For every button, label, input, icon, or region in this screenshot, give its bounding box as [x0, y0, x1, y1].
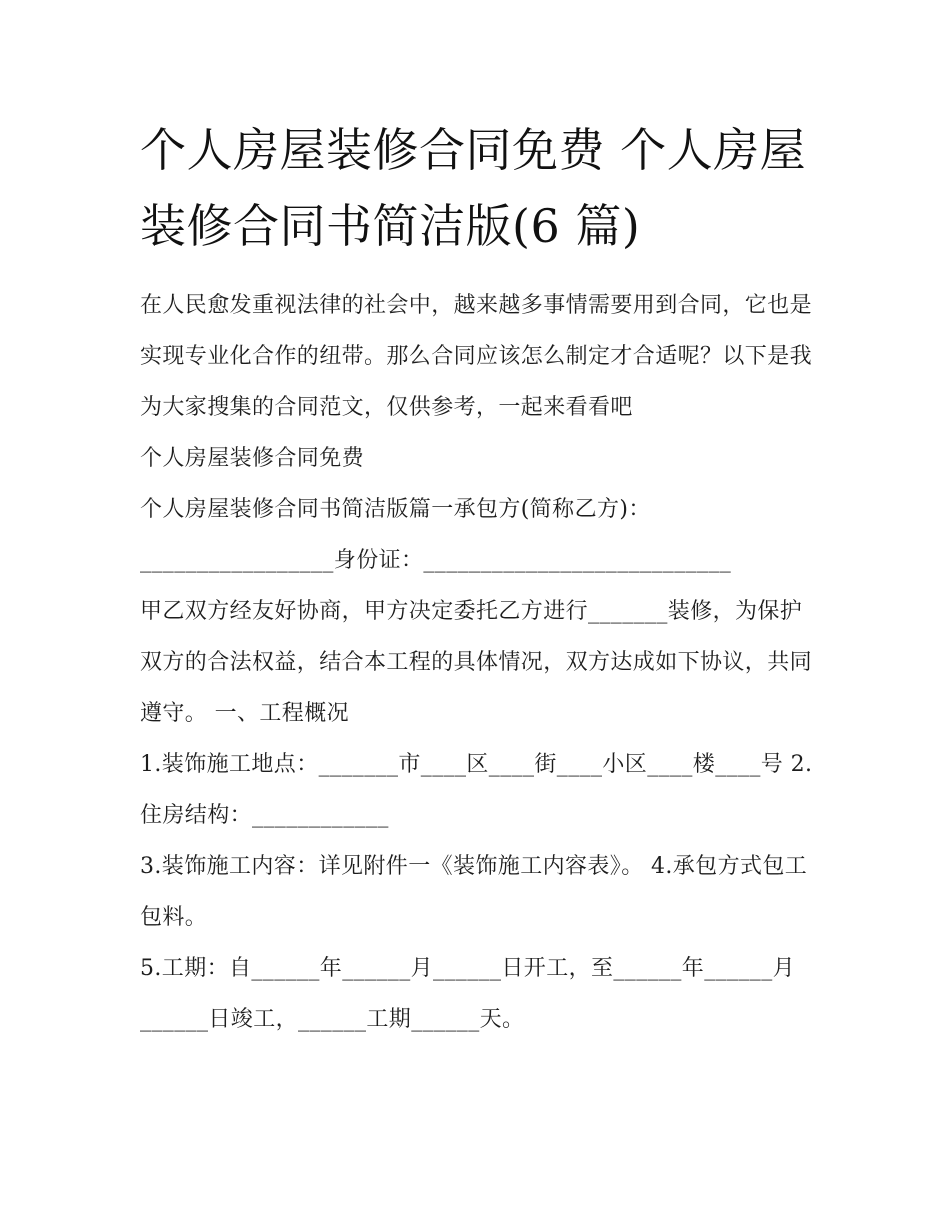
schedule-paragraph: 5.工期：自______年______月______日开工，至______年______月______日竣工，______工期______天。 — [140, 956, 795, 1032]
site-address-paragraph: 1.装饰施工地点：_______市____区____街____小区____楼____号 2.住房结构：____________ — [140, 752, 813, 828]
document-title: 个人房屋装修合同免费 个人房屋装修合同书简洁版(6 篇) — [140, 123, 807, 253]
section-heading: 个人房屋装修合同免费 — [140, 446, 365, 471]
agreement-paragraph: 甲乙双方经友好协商，甲方决定委托乙方进行_______装修，为保护双方的合法权益，结合本工程的具体情况，双方达成如下协议，共同遵守。 一、工程概况 — [140, 599, 813, 726]
id-card-line: _________________身份证：___________________________ — [140, 548, 732, 573]
intro-paragraph: 在人民愈发重视法律的社会中，越来越多事情需要用到合同，它也是实现专业化合作的纽带。那么合同应该怎么制定才合适呢？以下是我为大家搜集的合同范文，仅供参考，一起来看看吧 — [140, 293, 813, 420]
document-body — [140, 112, 820, 1045]
work-content-paragraph: 3.装饰施工内容：详见附件一《装饰施工内容表》。 4.承包方式包工包料。 — [140, 854, 808, 930]
contractor-line: 个人房屋装修合同书简洁版篇一承包方(简称乙方)： — [140, 497, 651, 522]
